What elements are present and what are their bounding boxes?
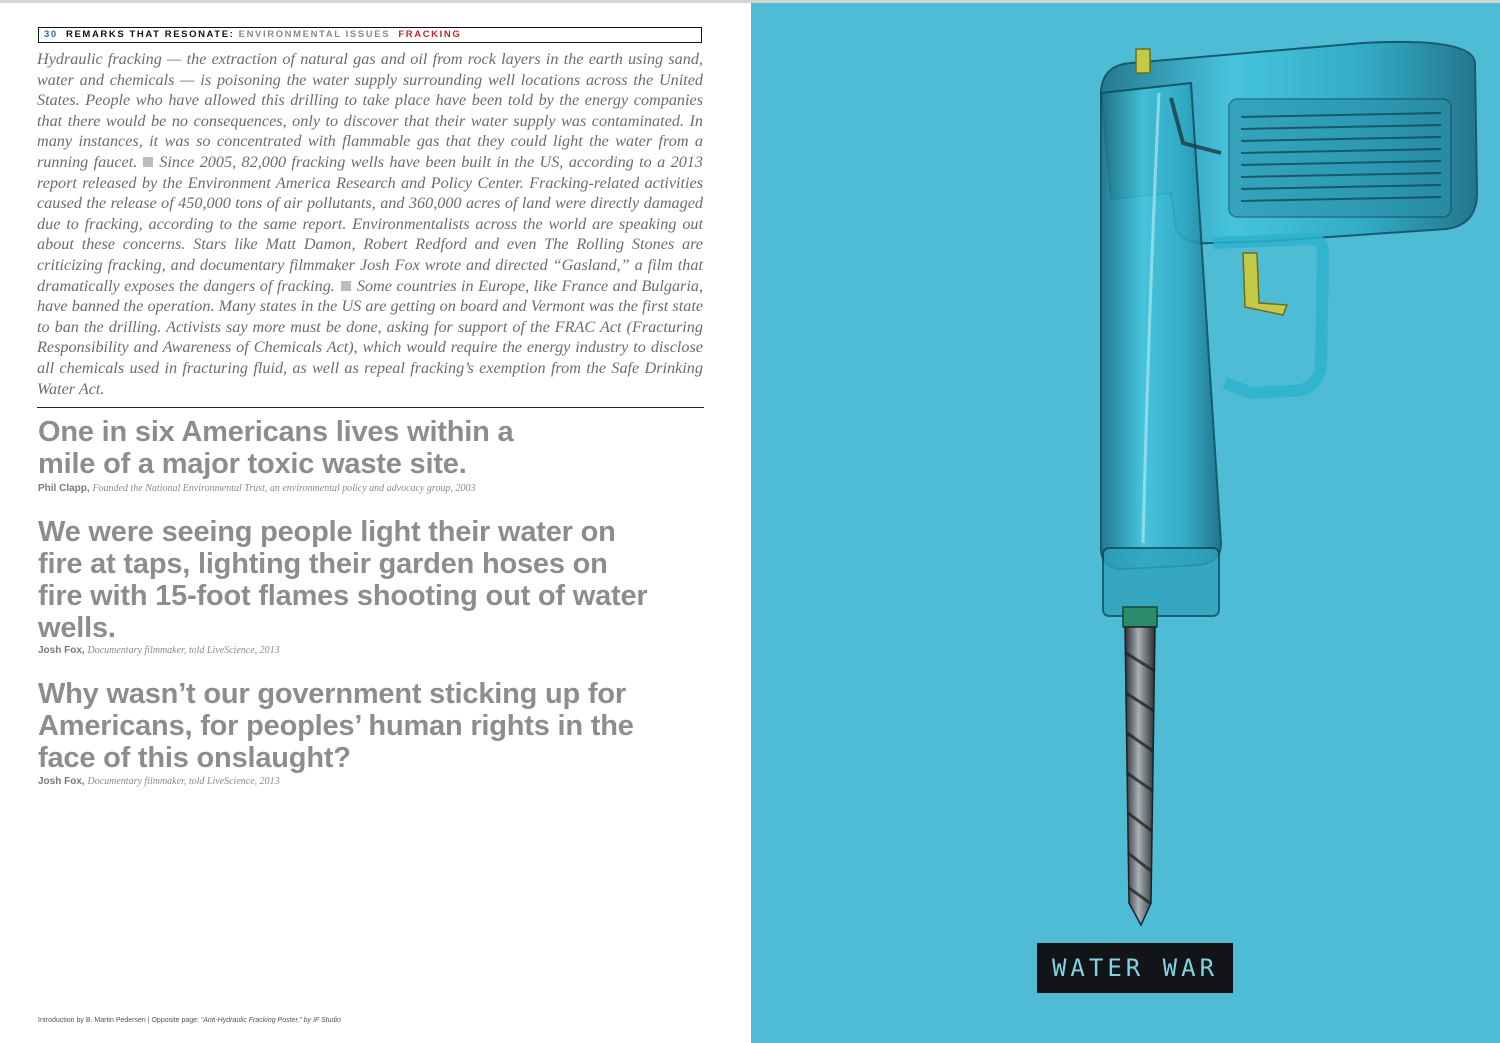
poster-caption-box <box>1037 943 1233 993</box>
quote-2-speaker: Josh Fox, <box>38 645 85 656</box>
quote-3-attribution <box>38 776 280 787</box>
page-number: 30 <box>44 29 58 40</box>
footer-poster-title: “Anti-Hydraulic Fracking Poster,” <box>200 1017 302 1024</box>
poster-caption: WATER WAR <box>1051 954 1219 982</box>
quote-1-description: Founded the National Environmental Trust, an environmental policy and advocacy group, 2003 <box>92 483 476 494</box>
quote-1: One in six Americans lives within a mile of a major toxic waste site. <box>38 416 514 480</box>
paragraph-separator-square-icon <box>341 281 351 291</box>
paragraph-separator-square-icon <box>143 157 153 167</box>
footer-studio: by IF Studio <box>301 1017 341 1024</box>
quote-2-description: Documentary filmmaker, told LiveScience, 2013 <box>87 645 280 656</box>
running-header <box>38 27 702 43</box>
water-pistol-drill-icon <box>751 3 1500 1043</box>
quote-3-speaker: Josh Fox, <box>38 776 85 787</box>
left-page <box>0 3 751 1043</box>
header-title: REMARKS THAT RESONATE: <box>66 29 235 40</box>
footer-credit: Introduction by B. Martin Pedersen | Opposite page: <box>38 1017 201 1024</box>
quote-1-attribution <box>38 483 475 494</box>
quote-1-speaker: Phil Clapp, <box>38 483 90 494</box>
intro-text-part-1: Hydraulic fracking — the extraction of natural gas and oil from rock layers in the earth using sand, water and chemicals — is poisoning the water supply surrounding well locations across the United States. People who have allowed this drilling to take place have been told by the energy companies that there would be no consequences, only to discover that their water supply was contaminated. In many instances, it was so concentrated with flammable gas that they could light the water from a running faucet. <box>37 50 703 171</box>
intro-text-part-3: Some countries in Europe, like France and Bulgaria, have banned the operation. Many states in the US are getting on board and Vermont was the first state to ban the drilling. Activists say more must be done, asking for support of the FRAC Act (Fracturing Responsibility and Awareness of Chemicals Act), which would require the energy industry to disclose all chemicals used in fracturing fluid, as well as repeal fracking’s exemption from the Safe Drinking Water Act. <box>37 276 703 398</box>
header-section: ENVIRONMENTAL ISSUES <box>238 29 391 40</box>
quote-2: We were seeing people light their water on fire at taps, lighting their garden hoses on fire with 15-foot flames shooting out of water wells. <box>38 516 648 644</box>
intro-text-part-2: Since 2005, 82,000 fracking wells have been built in the US, according to a 2013 report released by the Environment America Research and Policy Center. Fracking-related activities caused the release of 450,000 tons of air pollutants, and 360,000 acres of land were directly damaged due to fracking, according to the same report. Environmentalists across the world are speaking out about these concerns. Stars like Matt Damon, Robert Redford and even The Rolling Stones are criticizing fracking, and documentary filmmaker Josh Fox wrote and directed “Gasland,” a film that dramatically exposes the dangers of fracking. <box>37 152 703 295</box>
section-divider <box>37 407 704 408</box>
page-footer-credit <box>38 1017 341 1024</box>
poster-page <box>751 3 1500 1043</box>
header-topic: FRACKING <box>398 29 462 40</box>
quote-3-description: Documentary filmmaker, told LiveScience, 2013 <box>87 776 280 787</box>
intro-paragraph <box>37 49 703 399</box>
quote-2-attribution <box>38 645 280 656</box>
quote-3: Why wasn’t our government sticking up for Americans, for peoples’ human rights in the face of this onslaught? <box>38 678 634 774</box>
